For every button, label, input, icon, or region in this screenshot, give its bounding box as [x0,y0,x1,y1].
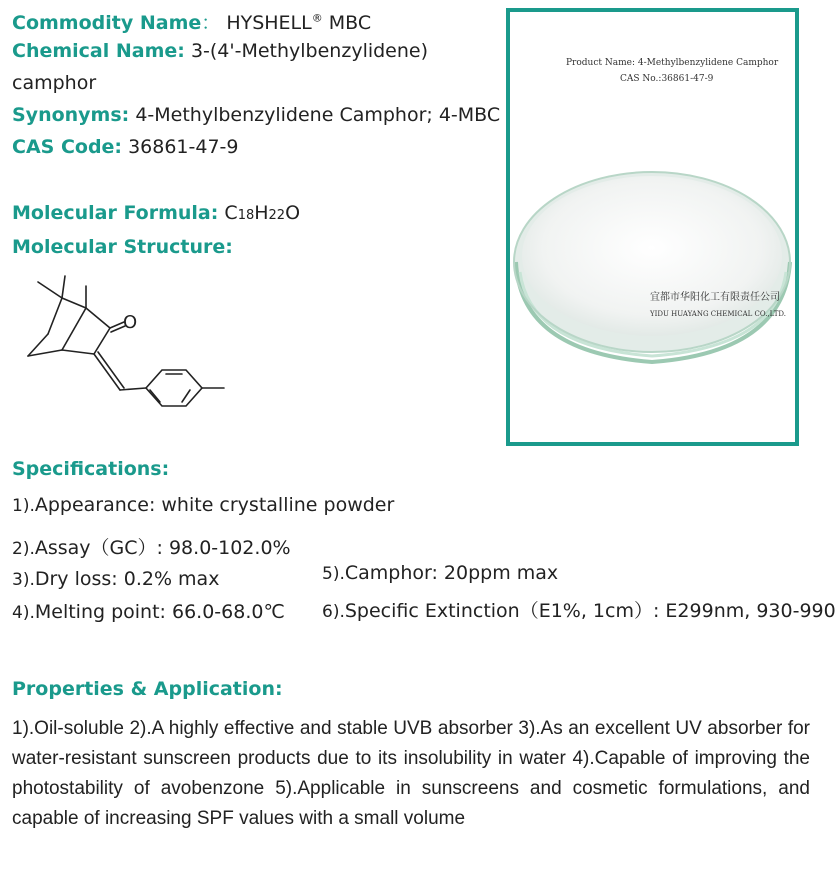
formula-c: C [224,202,238,224]
formula-h: H [254,202,269,224]
spec-item-number: 3). [12,570,35,590]
formula-value [224,202,300,224]
molecular-structure-label: Molecular Structure: [12,236,233,258]
photo-company-en: YIDU HUAYANG CHEMICAL CO.,LTD. [650,310,787,318]
chemical-name-value: 3-(4'-Methylbenzylidene) [190,40,429,62]
photo-company-cn: 宜都市华阳化工有限责任公司 [650,292,780,303]
spec-item-number: 2). [12,539,35,559]
spec-item-number: 4). [12,603,35,623]
spec-item-text: Camphor: 20ppm max [344,562,559,584]
spec-item [12,568,219,590]
synonyms-label: Synonyms: [12,104,130,126]
molecular-formula-row [12,202,300,224]
product-photo [506,8,799,446]
molecular-structure-diagram [20,270,230,440]
spec-item-text: Melting point: 66.0-68.0℃ [34,601,285,623]
synonyms-value: 4-Methylbenzylidene Camphor; 4-MBC [135,104,501,126]
commodity-name-sep: ： [201,12,221,34]
spec-item-number: 6). [322,602,345,622]
chemical-name-row [12,40,428,62]
photo-cas-no: CAS No.:36861-47-9 [620,74,714,84]
spec-item-text: Assay（GC）: 98.0-102.0% [34,537,291,559]
formula-c-sub: 18 [237,208,255,223]
molecular-formula-label: Molecular Formula: [12,202,219,224]
spec-item [322,562,558,584]
cas-code-label: CAS Code: [12,136,123,158]
formula-h-sub: 22 [268,208,286,223]
spec-item-text: Specific Extinction（E1%, 1cm）: E299nm, 930-990 [344,600,836,622]
specifications-title: Specifications: [12,458,170,480]
spec-item-number: 1). [12,496,35,516]
photo-product-name: Product Name: 4-Methylbenzylidene Camphor [566,58,779,68]
chemical-name-continued: camphor [12,72,97,94]
spec-item [322,596,836,623]
commodity-name-suffix: MBC [322,12,372,34]
cas-code-value: 36861-47-9 [128,136,239,158]
spec-item [12,494,394,516]
registered-mark: ® [311,11,323,25]
spec-item [12,533,291,560]
spec-item-text: Dry loss: 0.2% max [34,568,220,590]
chemical-name-label: Chemical Name: [12,40,185,62]
commodity-name-row [12,8,371,35]
commodity-name-value: HYSHELL [226,12,312,34]
cas-code-row [12,136,239,158]
formula-o: O [285,202,301,224]
petri-dish-image [510,152,795,382]
spec-item [12,601,285,623]
oxygen-atom-label: O [123,312,138,333]
commodity-name-label: Commodity Name [12,12,202,34]
synonyms-row [12,104,500,126]
properties-title: Properties & Application: [12,678,283,700]
spec-item-number: 5). [322,564,345,584]
properties-text: 1).Oil-soluble 2).A highly effective and stable UVB absorber 3).As an excellent UV absorber for water-resistant sunscreen products due to its insolubility in water 4).Capable of improving the photostability of avobenzone 5).Applicable in sunscreens and cosmetic formulations, and capable of increasing SPF values with a small volume [12,718,810,829]
spec-item-text: Appearance: white crystalline powder [34,494,395,516]
